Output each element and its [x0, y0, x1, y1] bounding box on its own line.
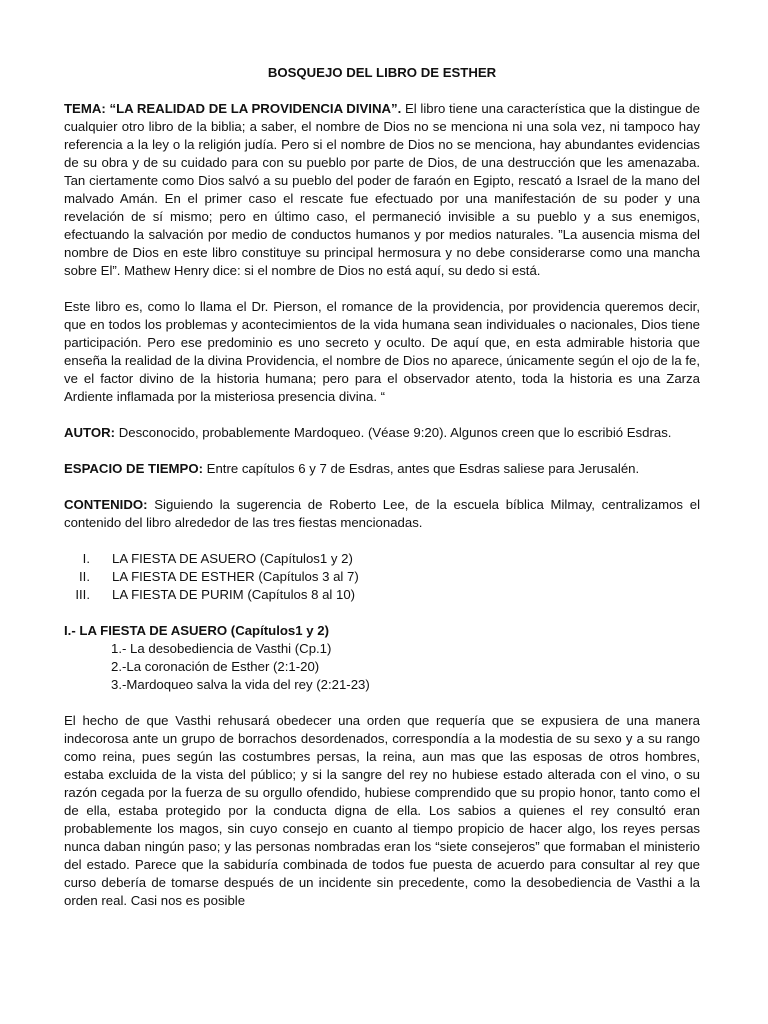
list-item-text: LA FIESTA DE ASUERO (Capítulos1 y 2)	[112, 551, 353, 566]
list-item	[64, 550, 700, 568]
autor-text: Desconocido, probablemente Mardoqueo. (Véase 9:20). Algunos creen que lo escribió Esdras.	[115, 425, 672, 440]
section1-item: 2.-La coronación de Esther (2:1-20)	[111, 659, 320, 674]
list-item	[64, 568, 700, 586]
espacio-label: ESPACIO DE TIEMPO:	[64, 461, 203, 476]
contenido-text: Siguiendo la sugerencia de Roberto Lee, de la escuela bíblica Milmay, centralizamos el contenido del libro alrededor de las tres fiestas mencionadas.	[64, 497, 700, 530]
list-item-number: I.	[82, 551, 90, 566]
pierson-paragraph: Este libro es, como lo llama el Dr. Pierson, el romance de la providencia, por providencia queremos decir, que en todos los problemas y acontecimientos de la vida humana sean individuales o nacionales, Dios tiene participación. Pero ese predominio es uno secreto y oculto. De aquí que, en esta admirable historia que enseña la realidad de la divina Providencia, el nombre de Dios no aparece, únicamente según el ojo de la fe, ve el factor divino de la historia humana; pero para el observador atento, toda la historia es una Zarza Ardiente inflamada por la misteriosa presencia divina. “	[64, 299, 700, 404]
tema-quote: “LA REALIDAD DE LA PROVIDENCIA DIVINA”.	[109, 101, 402, 116]
section1-heading: I.- LA FIESTA DE ASUERO (Capítulos1 y 2)	[64, 623, 329, 638]
tema-label: TEMA:	[64, 101, 106, 116]
contenido-label: CONTENIDO:	[64, 497, 148, 512]
autor-label: AUTOR:	[64, 425, 116, 440]
list-item	[64, 586, 700, 604]
section1-item: 3.-Mardoqueo salva la vida del rey (2:21-23)	[111, 677, 370, 692]
contenido-paragraph	[64, 496, 700, 532]
section1	[64, 622, 700, 694]
list-item-text: LA FIESTA DE PURIM (Capítulos 8 al 10)	[112, 587, 356, 602]
espacio-paragraph	[64, 460, 700, 478]
tema-paragraph	[64, 100, 700, 280]
list-item-text: LA FIESTA DE ESTHER (Capítulos 3 al 7)	[112, 569, 359, 584]
list-item-number: II.	[79, 569, 90, 584]
section1-item: 1.- La desobediencia de Vasthi (Cp.1)	[111, 641, 332, 656]
final-paragraph: El hecho de que Vasthi rehusará obedecer una orden que requería que se expusiera de una manera indecorosa ante un grupo de borrachos desordenados, correspondía a la modestia de su sexo y a su rango como reina, pues según las costumbres persas, la reina, aun mas que las esposas de otros hombres, estaba excluida de la vista del público; y si la sangre del rey no hubiese estado alterada con el vino, o su razón cegada por la fuerza de su orgullo ofendido, hubiese comprendido que su propio honor, tanto como el de ella, estaba protegido por la conducta digna de ella. Los sabios a quienes el rey consultó eran probablemente los magos, sin cuyo consejo en cuanto al tiempo propicio de hacer algo, los reyes persas nunca daban ningún paso; y las personas nombradas eran los “siete consejeros” que formaban el ministerio del estado. Parece que la sabiduría combinada de todos fue puesta de acuerdo para consultar al rey que curso debería de tomarse después de un incidente sin precedente, como la desobediencia de Vasthi a la orden real. Casi nos es posible	[64, 713, 700, 908]
list-item-number: III.	[75, 587, 90, 602]
tema-text: El libro tiene una característica que la distingue de cualquier otro libro de la biblia; a saber, el nombre de Dios no se menciona ni una sola vez, ni tampoco hay referencia a la ley o la religión judía. Pero si el nombre de Dios no se menciona, hay abundantes evidencias de su obra y de su cuidado para con su pueblo por parte de Dios, de una destrucción que les amenazaba. Tan ciertamente como Dios salvó a su pueblo del poder de faraón en Egipto, rescató a Israel de la mano del malvado Amán. En el primer caso el rescate fue efectuado por una manifestación de su poder y una revelación de sí mismo; pero en último caso, el permaneció invisible a su pueblo y a sus enemigos, efectuando la salvación por medio de conductos humanos y por medios naturales. ”La ausencia misma del nombre de Dios en este libro constituye su principal hermosura y no debe considerarse como una mancha sobre El”. Mathew Henry dice: si el nombre de Dios no está aquí, su dedo si está.	[64, 101, 700, 278]
espacio-text: Entre capítulos 6 y 7 de Esdras, antes que Esdras saliese para Jerusalén.	[202, 461, 640, 476]
autor-paragraph	[64, 424, 700, 442]
page-title: BOSQUEJO DEL LIBRO DE ESTHER	[267, 65, 497, 80]
fiestas-list	[64, 550, 700, 604]
